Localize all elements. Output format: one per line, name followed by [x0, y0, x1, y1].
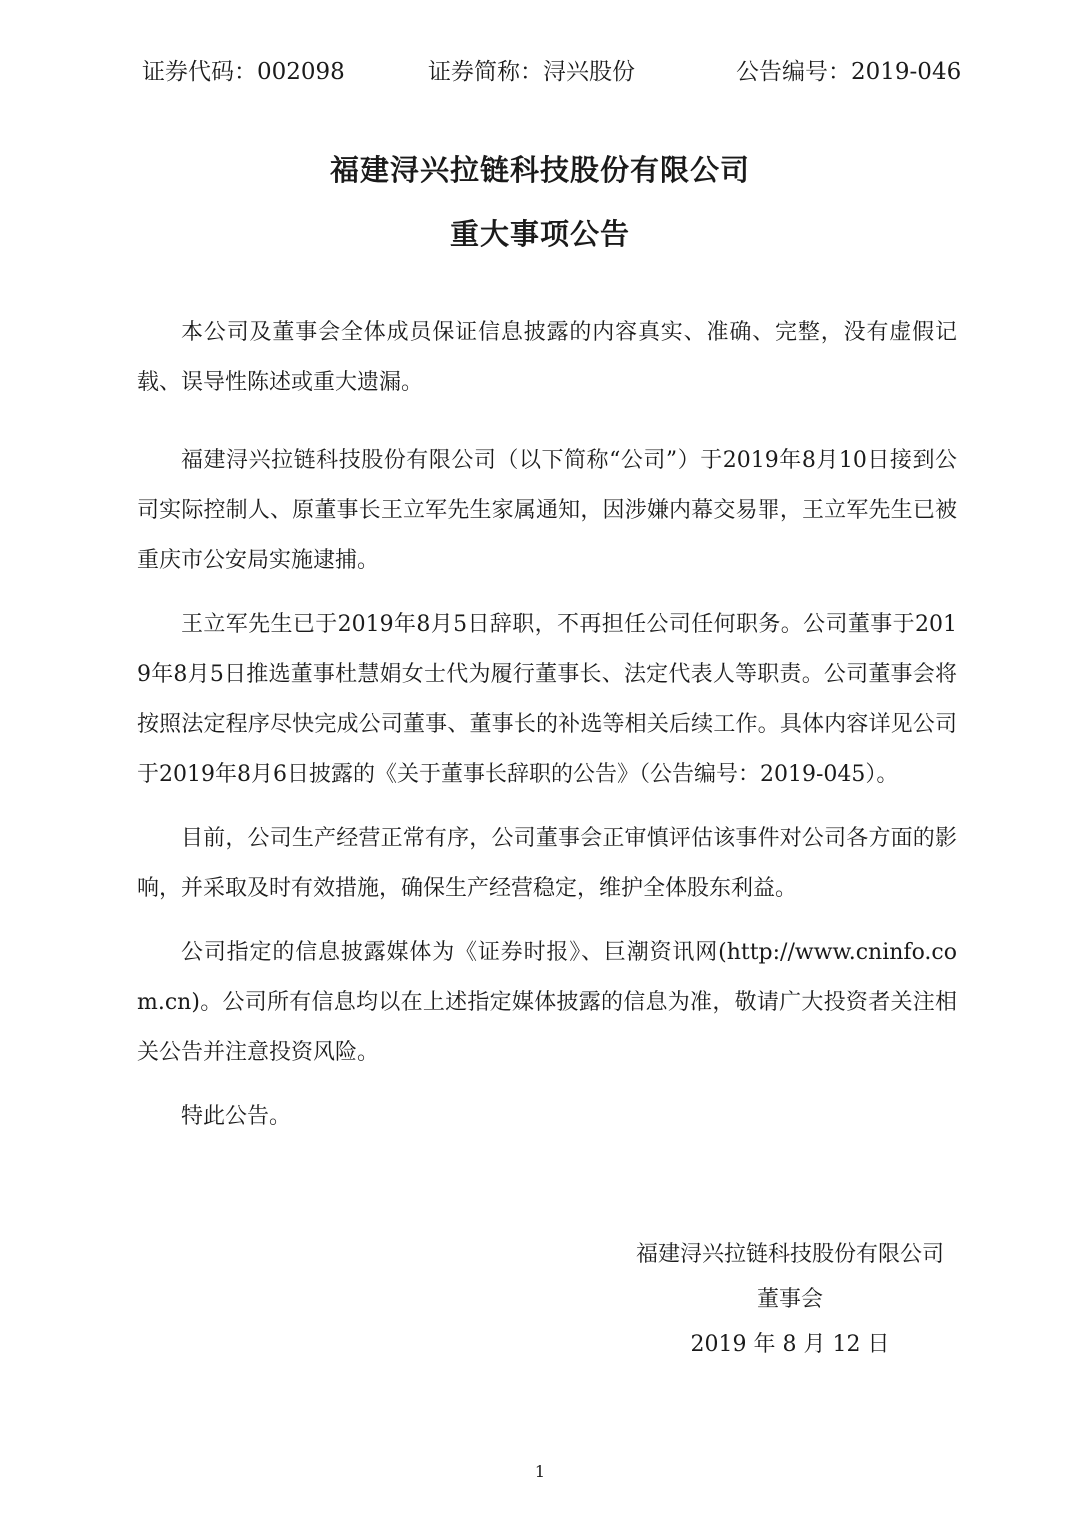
document-body — [137, 308, 957, 1142]
declaration-paragraph: 本公司及董事会全体成员保证信息披露的内容真实、准确、完整，没有虚假记载、误导性陈述或重大遗漏。 — [137, 320, 957, 395]
notice-number: 公告编号：2019-046 — [736, 59, 962, 85]
signature-company: 福建浔兴拉链科技股份有限公司 — [635, 1242, 944, 1267]
signature-block — [625, 1232, 955, 1367]
signature-board: 董事会 — [756, 1287, 823, 1312]
document-header — [0, 52, 1080, 92]
paragraph-operations: 目前，公司生产经营正常有序，公司董事会正审慎评估该事件对公司各方面的影响，并采取及时有效措施，确保生产经营稳定，维护全体股东利益。 — [137, 826, 957, 901]
stock-code: 证券代码：002098 — [142, 59, 345, 85]
page-number: 1 — [534, 1462, 546, 1481]
company-title: 福建浔兴拉链科技股份有限公司 — [329, 153, 750, 187]
paragraph-closing: 特此公告。 — [181, 1104, 292, 1129]
signature-date: 2019 年 8 月 12 日 — [690, 1332, 890, 1357]
paragraph-disclosure-media: 公司指定的信息披露媒体为《证券时报》、巨潮资讯网(http://www.cninfo.com.cn)。公司所有信息均以在上述指定媒体披露的信息为准，敬请广大投资者关注相关公告并注意投资风险。 — [137, 940, 957, 1065]
paragraph-arrest-notice: 福建浔兴拉链科技股份有限公司（以下简称“公司”）于2019年8月10日接到公司实际控制人、原董事长王立军先生家属通知，因涉嫌内幕交易罪，王立军先生已被重庆市公安局实施逮捕。 — [137, 448, 957, 573]
paragraph-resignation: 王立军先生已于2019年8月5日辞职，不再担任公司任何职务。公司董事于2019年8月5日推选董事杜慧娟女士代为履行董事长、法定代表人等职责。公司董事会将按照法定程序尽快完成公司董事、董事长的补选等相关后续工作。具体内容详见公司于2019年8月6日披露的《关于董事长辞职的公告》（公告编号：2019-045）。 — [137, 612, 957, 787]
notice-title: 重大事项公告 — [449, 217, 630, 251]
stock-abbreviation: 证券简称：浔兴股份 — [428, 59, 635, 85]
